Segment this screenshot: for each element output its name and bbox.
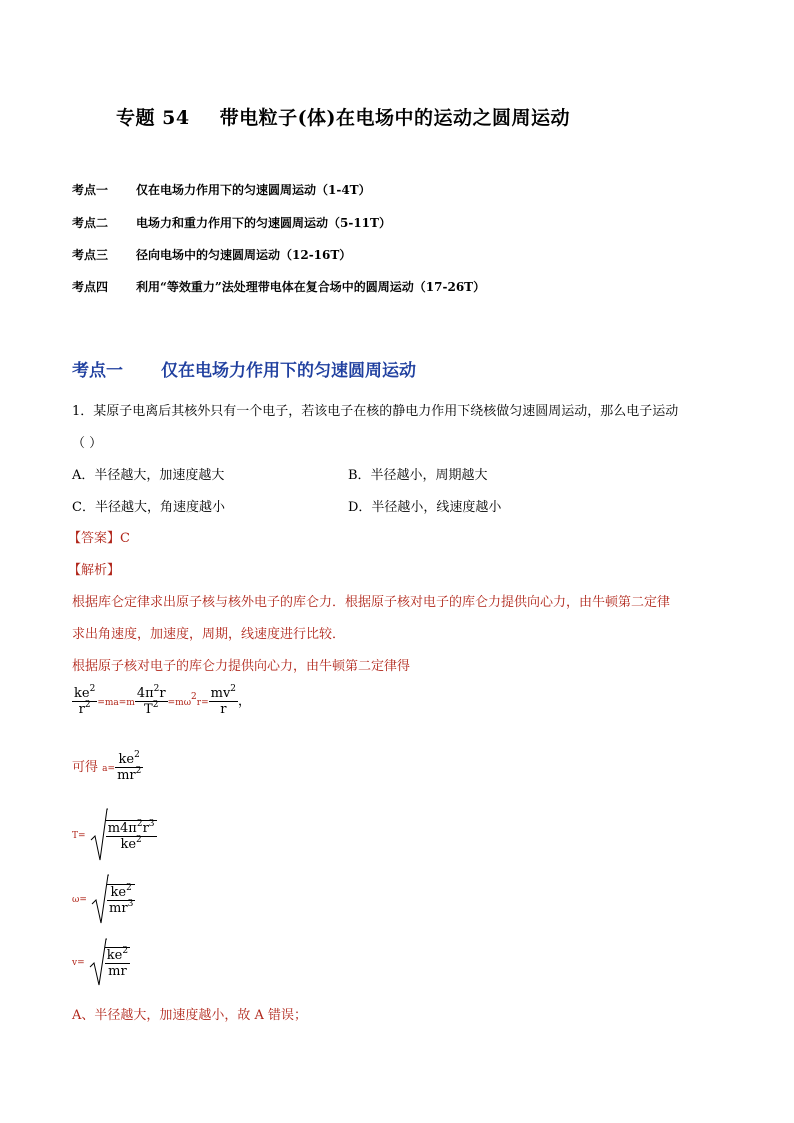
option-c: C．半径越大，角速度越小	[72, 500, 225, 515]
question-stem-line2: （ ）	[72, 436, 103, 451]
section-heading	[72, 356, 416, 381]
page-title	[116, 103, 570, 130]
section-title: 仅在电场力作用下的匀速圆周运动	[161, 361, 416, 381]
toc-tag: 考点四	[72, 280, 109, 294]
toc-tag: 考点一	[72, 183, 109, 197]
toc-item-1	[72, 181, 371, 198]
toc-tag: 考点二	[72, 216, 109, 230]
toc-item-3	[72, 246, 351, 263]
equation-4: ω= $\frac{ke^2}{mr^3}$	[72, 874, 135, 926]
title-number: 专题 54	[116, 107, 190, 129]
equation-5: v= $\frac{ke^2}{mr}$	[72, 938, 130, 988]
equation-2: 可得 a= $\frac{ke^2}{mr^2}$	[72, 750, 142, 783]
fraction: $\frac{ke^2}{r^2}$	[74, 684, 96, 717]
analysis-label: 【解析】	[68, 563, 121, 578]
option-d: D．半径越小，线速度越小	[348, 500, 502, 515]
question-stem-line1: 1．某原子电离后其核外只有一个电子，若该电子在核的静电力作用下绕核做匀速圆周运动，那么电子运动	[72, 404, 679, 419]
equation-1: $\frac{ke^2}{r^2}$ =ma=m $\frac{4\pi^2r}{T^2}$ $=m\omega^2r=$ $\frac{mv^2}{r}$ ，	[74, 684, 252, 717]
toc-tag: 考点三	[72, 248, 109, 262]
analysis-line2: 求出角速度，加速度，周期，线速度进行比较．	[72, 627, 346, 642]
answer-value: C	[120, 531, 130, 546]
toc-text: 仅在电场力作用下的匀速圆周运动（1-4T）	[136, 183, 371, 197]
title-text: 带电粒子(体)在电场中的运动之圆周运动	[219, 107, 571, 129]
analysis-line3: 根据原子核对电子的库仑力提供向心力，由牛顿第二定律得	[72, 659, 411, 674]
fraction: $\frac{ke^2}{mr^3}$	[109, 883, 134, 916]
option-b: B．半径越小，周期越大	[348, 468, 488, 483]
answer-label: 【答案】	[68, 531, 121, 546]
fraction: $\frac{4\pi^2r}{T^2}$	[136, 684, 166, 717]
toc-text: 电场力和重力作用下的匀速圆周运动（5-11T）	[136, 216, 391, 230]
toc-item-2	[72, 214, 391, 231]
section-tag: 考点一	[72, 361, 123, 381]
analysis-line1: 根据库仑定律求出原子核与核外电子的库仑力．根据原子核对电子的库仑力提供向心力，由牛顿第二定律	[72, 595, 671, 610]
equation-3: T= $\frac{m4\pi^2r^3}{ke^2}$	[72, 808, 157, 864]
answer-line	[68, 527, 130, 546]
option-a: A．半径越大，加速度越大	[72, 468, 225, 483]
toc-item-4	[72, 278, 485, 295]
fraction: $\frac{mv^2}{r}$	[210, 684, 237, 717]
analysis-conclusion: A、半径越大，加速度越小，故 A 错误；	[72, 1008, 308, 1023]
toc-text: 利用“等效重力”法处理带电体在复合场中的圆周运动（17-26T）	[136, 280, 486, 294]
toc-text: 径向电场中的匀速圆周运动（12-16T）	[136, 248, 352, 262]
fraction: $\frac{ke^2}{mr^2}$	[117, 750, 142, 783]
fraction: $\frac{ke^2}{mr}$	[106, 946, 129, 979]
fraction: $\frac{m4\pi^2r^3}{ke^2}$	[107, 819, 155, 852]
